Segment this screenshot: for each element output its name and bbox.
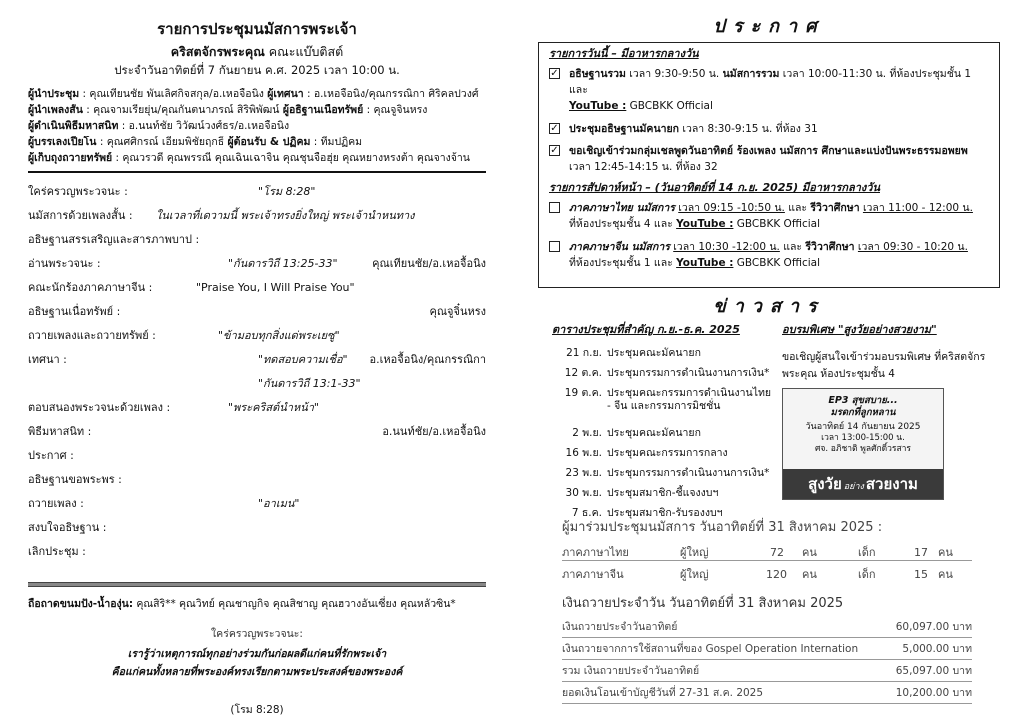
verse-text: คือแก่คนทั้งหลายที่พระองค์ทรงเรียกตามพระประสงค์ของพระองค์ xyxy=(111,666,403,678)
poster-banner: สูงวัย อย่าง สวยงาม xyxy=(783,469,943,499)
order-row: ตอบสนองพระวจนะด้วยเพลง : "พระคริสต์นำหน้า" xyxy=(28,401,319,415)
order-row: เทศนา : "ทดสอบความเชื่อ" อ.เหอจื้อนิง/คุณกรรณิกา xyxy=(28,353,486,367)
staff-row: ผู้เก็บถุงถวายทรัพย์ : คุณวรวดี คุณพรรณี คุณเฉินเฉาจิ้น คุณชุนจื้อฮุ่ย คุณหยางหรงต้า คุณจางจ้าน xyxy=(28,152,470,165)
training-description: ขอเชิญผู้สนใจเข้าร่วมอบรมพิเศษ ที่คริสตจักรพระคุณ ห้องประชุมชั้น 4 xyxy=(782,350,986,380)
offering-row: เงินถวายจากการใช้สถานที่ของ Gospel Operation Internation 5,000.00 บาท xyxy=(562,640,972,660)
announcement-item: ภาคภาษาจีน นมัสการ เวลา 10:30 -12:00 น. และ รีวิวาศึกษา เวลา 09:30 - 10:20 น. ที่ห้องประชุมชั้น 1 และ YouTube : GBCBKK Official xyxy=(549,239,989,272)
offering-row: รวม เงินถวายประจำวันอาทิตย์ 65,097.00 บาท xyxy=(562,662,972,682)
announcement-item: ✓ อธิษฐานรวม เวลา 9:30-9:50 น. นมัสการรวม เวลา 10:00-11:30 น. ที่ห้องประชุมชั้น 1 และ YouTube : GBCBKK Official xyxy=(550,67,972,113)
verse-text: เรารู้ว่าเหตุการณ์ทุกอย่างร่วมกันก่อผลดีแก่คนที่รักพระเจ้า xyxy=(127,648,387,660)
staff-list xyxy=(28,88,486,166)
announcement-item: ✓ ประชุมอธิษฐานมัคนายก เวลา 8:30-9:15 น. ที่ห้อง 31 xyxy=(550,122,818,135)
schedule-row: 12 ต.ค. ประชุมกรรมการดำเนินงานการเงิน* xyxy=(564,366,770,379)
order-row: อธิษฐานสรรเสริญและสารภาพบาป : xyxy=(28,233,200,247)
news-heading: ข่าวสาร xyxy=(713,296,825,317)
announcement-item: ✓ ขอเชิญเข้าร่วมกลุ่มเชลพูดวันอาทิตย์ ร้องเพลง นมัสการ ศึกษาและแบ่งปันพระธรรมอพยพ เวลา 12:45-14:15 น. ที่ห้อง 32 xyxy=(550,144,968,174)
today-heading: รายการวันนี้ – มีอาหารกลางวัน xyxy=(549,47,699,60)
attendance-row: ภาคภาษาจีน ผู้ใหญ่ 120 คน เด็ก 15 คน xyxy=(562,568,953,582)
schedule-title: ตารางประชุมที่สำคัญ ก.ย.-ธ.ค. 2025 xyxy=(552,323,740,336)
unchecked-box-icon xyxy=(549,202,560,213)
order-of-service-column xyxy=(28,16,486,716)
unchecked-box-icon xyxy=(549,241,560,252)
order-row: "กันดารวิถี 13:1-33" xyxy=(258,377,361,391)
attendance-section xyxy=(562,520,972,588)
announcements-box xyxy=(538,42,1000,288)
meeting-schedule xyxy=(552,323,772,527)
announcement-item: ภาคภาษาไทย นมัสการ เวลา 09:15 -10:50 น. และ รีวิวาศึกษา เวลา 11:00 - 12:00 น. ที่ห้องประชุมชั้น 4 และ YouTube : GBCBKK Official xyxy=(549,200,989,233)
order-row: สงบใจอธิษฐาน : xyxy=(28,521,107,535)
church-name: คริสตจักรพระคุณ คณะแบ๊บติสต์ xyxy=(170,43,344,59)
order-row: คณะนักร้องภาคภาษาจีน : "Praise You, I Will Praise You" xyxy=(28,281,355,295)
schedule-row: 30 พ.ย. ประชุมสมาชิก-ชี้แจงงบฯ xyxy=(565,486,719,499)
order-row: พิธีมหาสนิท : อ.นนท์ชัย/อ.เหอจื้อนิง xyxy=(28,425,486,439)
order-row: ใคร่ครวญพระวจนะ : "โรม 8:28" xyxy=(28,185,316,199)
service-order xyxy=(28,181,486,565)
announcements-column xyxy=(538,16,1000,716)
order-row: อ่านพระวจนะ : "กันดารวิถี 13:25-33" คุณเทียนชัย/อ.เหอจื้อนิง xyxy=(28,257,486,271)
order-row: อธิษฐานขอพระพร : xyxy=(28,473,122,487)
training-notice xyxy=(782,323,992,500)
checked-box-icon: ✓ xyxy=(550,67,559,79)
staff-row: ผู้บรรเลงเปียโน : คุณศศิกรณ์ เอี่ยมพิชัยฤกธิ์ ผู้ต้อนรับ & ปฏิคม : ทีมปฏิคม xyxy=(28,136,363,149)
training-title: อบรมพิเศษ "สูงวัยอย่างสวยงาม" xyxy=(782,323,937,336)
order-row: ถวายเพลง : "อาเมน" xyxy=(28,497,300,511)
order-row: ประกาศ : xyxy=(28,449,74,463)
offering-heading: เงินถวายประจำวัน วันอาทิตย์ที่ 31 สิงหาคม 2025 xyxy=(562,596,844,611)
verse-heading: ใคร่ครวญพระวจนะ: xyxy=(211,628,303,640)
service-date: ประจำวันอาทิตย์ที่ 7 กันยายน ค.ศ. 2025 เวลา 10:00 น. xyxy=(114,63,400,78)
order-row: เลิกประชุม : xyxy=(28,545,86,559)
order-row: นมัสการด้วยเพลงสั้น : ในเวลาที่เดวามนี้ พระเจ้าทรงยิ่งใหญ่ พระเจ้านำหนทาง xyxy=(28,209,415,223)
page-title: รายการประชุมนมัสการพระเจ้า xyxy=(157,20,357,38)
schedule-row: 16 พ.ย. ประชุมคณะกรรมการกลาง xyxy=(565,446,728,459)
announcements-heading: ประกาศ xyxy=(713,16,825,37)
attendance-row: ภาคภาษาไทย ผู้ใหญ่ 72 คน เด็ก 17 คน xyxy=(562,546,953,560)
training-poster: EP3 สุขสบาย... มรดกที่ลูกหลาน วันอาทิตย์ 14 กันยายน 2025 เวลา 13:00-15:00 น. ศจ. อภิชาติ พูลศักดิ์วรสาร สูงวัย อย่าง สวยงาม xyxy=(782,388,944,500)
checked-box-icon: ✓ xyxy=(550,122,559,134)
verse-citation: (โรม 8:28) xyxy=(230,704,284,716)
schedule-row: 7 ธ.ค. ประชุมสมาชิก-รับรองงบฯ xyxy=(571,506,723,519)
schedule-row: 23 พ.ย. ประชุมกรรมการดำเนินงานการเงิน* xyxy=(565,466,770,479)
divider xyxy=(28,582,486,587)
staff-row: ผู้นำประชุม : คุณเทียนชัย พันเลิศกิจสกุล/อ.เหอจื้อนิง ผู้เทศนา : อ.เหอจื้อนิง/คุณกรรณิกา ศิริคลปวงศ์ xyxy=(28,87,479,100)
divider xyxy=(28,171,486,173)
order-row: อธิษฐานเนื่อทรัพย์ : คุณจูจิ๋นหรง xyxy=(28,305,486,319)
checked-box-icon: ✓ xyxy=(550,144,559,156)
offering-row: เงินถวายประจำวันอาทิตย์ 60,097.00 บาท xyxy=(562,618,972,638)
attendance-heading: ผู้มาร่วมประชุมนมัสการ วันอาทิตย์ที่ 31 สิงหาคม 2025 : xyxy=(562,520,883,535)
next-week-heading: รายการสัปดาห์หน้า – (วันอาทิตย์ที่ 14 ก.ย. 2025) มีอาหารกลางวัน xyxy=(549,181,880,195)
divider xyxy=(562,560,972,561)
schedule-row: 21 ก.ย. ประชุมคณะมัคนายก xyxy=(566,346,701,359)
staff-row: ผู้ดำเนินพิธีมหาสนิท : อ.นนท์ชัย วิวัฒน์วงศ์ธร/อ.เหอจื้อนิง xyxy=(28,120,290,132)
schedule-row: 2 พ.ย. ประชุมคณะมัคนายก xyxy=(572,426,701,439)
order-row: ถวายเพลงและถวายทรัพย์ : "ข้ามอบทุกสิ่งแด่พระเยซู" xyxy=(28,329,340,343)
schedule-row: 19 ต.ค. ประชุมคณะกรรมการดำเนินงานไทย - จีน และกรรมการมิชชั่น xyxy=(564,386,772,412)
communion-servers: ถือถาดขนมปัง-น้ำองุ่น: คุณสิริ** คุณวิทย์ คุณชาญกิจ คุณสิชาญ คุณฮวางอันเซี่ยง คุณหลัวซิน* xyxy=(28,598,456,610)
staff-row: ผู้นำเพลงสั้น : คุณจามเรียยุ่น/คุณกันตนาภรณ์ สิริพิพัฒน์ ผู้อธิฐานเนื่อทรัพย์ : คุณจูจิ๋นหรง xyxy=(28,103,428,116)
offering-row: ยอดเงินโอนเข้าบัญชีวันที่ 27-31 ส.ค. 2025 10,200.00 บาท xyxy=(562,684,972,704)
